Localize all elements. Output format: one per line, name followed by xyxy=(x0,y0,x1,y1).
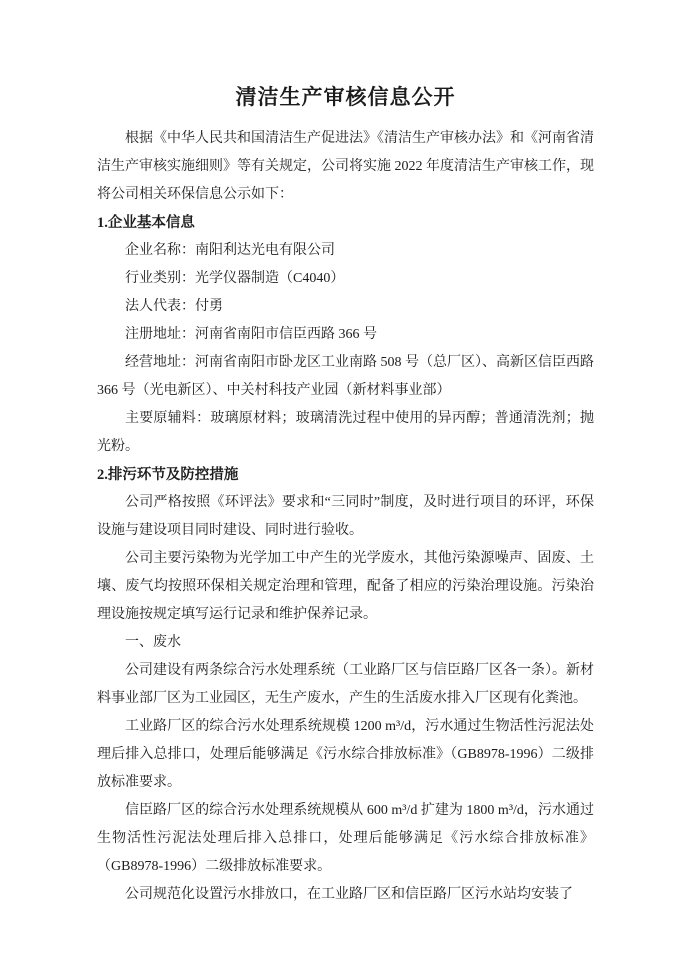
document-title: 清洁生产审核信息公开 xyxy=(235,85,456,109)
section-2-heading: 2.排污环节及防控措施 xyxy=(97,467,239,483)
field-registered-address: 注册地址：河南省南阳市信臣西路 366 号 xyxy=(125,327,377,342)
para-wastewater-systems: 公司建设有两条综合污水处理系统（工业路厂区与信臣路厂区各一条）。新材料事业部厂区为工业园区，无生产废水，产生的生活废水排入厂区现有化粪池。 xyxy=(97,663,594,706)
field-legal-representative: 法人代表：付勇 xyxy=(125,299,223,314)
field-company-name: 企业名称：南阳利达光电有限公司 xyxy=(125,243,335,258)
para-eia-compliance: 公司严格按照《环评法》要求和“三同时”制度，及时进行项目的环评，环保设施与建设项目同时建设、同时进行验收。 xyxy=(97,495,594,538)
para-industrial-road-plant: 工业路厂区的综合污水处理系统规模 1200 m³/d，污水通过生物活性污泥法处理后排入总排口，处理后能够满足《污水综合排放标准》（GB8978-1996）二级排放标准要求。 xyxy=(97,719,594,790)
document-content xyxy=(97,82,594,909)
field-raw-materials: 主要原辅料：玻璃原材料；玻璃清洗过程中使用的异丙醇；普通清洗剂；抛光粉。 xyxy=(97,411,594,454)
para-xinchen-road-plant: 信臣路厂区的综合污水处理系统规模从 600 m³/d 扩建为 1800 m³/d，污水通过生物活性污泥法处理后排入总排口，处理后能够满足《污水综合排放标准》（GB8978-1996）二级排放标准要求。 xyxy=(97,803,594,874)
para-outfall-monitoring: 公司规范化设置污水排放口，在工业路厂区和信臣路厂区污水站均安装了 xyxy=(125,887,573,902)
subsection-wastewater-heading: 一、废水 xyxy=(125,635,181,650)
field-industry-category: 行业类别：光学仪器制造（C4040） xyxy=(125,271,345,286)
para-pollutants-overview: 公司主要污染物为光学加工中产生的光学废水，其他污染源噪声、固废、土壤、废气均按照环保相关规定治理和管理，配备了相应的污染治理设施。污染治理设施按规定填写运行记录和维护保养记录。 xyxy=(97,551,594,622)
intro-paragraph: 根据《中华人民共和国清洁生产促进法》《清洁生产审核办法》和《河南省清洁生产审核实施细则》等有关规定，公司将实施 2022 年度清洁生产审核工作，现将公司相关环保信息公示如下： xyxy=(97,131,594,202)
section-1-heading: 1.企业基本信息 xyxy=(97,215,195,231)
field-business-address: 经营地址：河南省南阳市卧龙区工业南路 508 号（总厂区）、高新区信臣西路 366 号（光电新区）、中关村科技产业园（新材料事业部） xyxy=(97,355,594,398)
